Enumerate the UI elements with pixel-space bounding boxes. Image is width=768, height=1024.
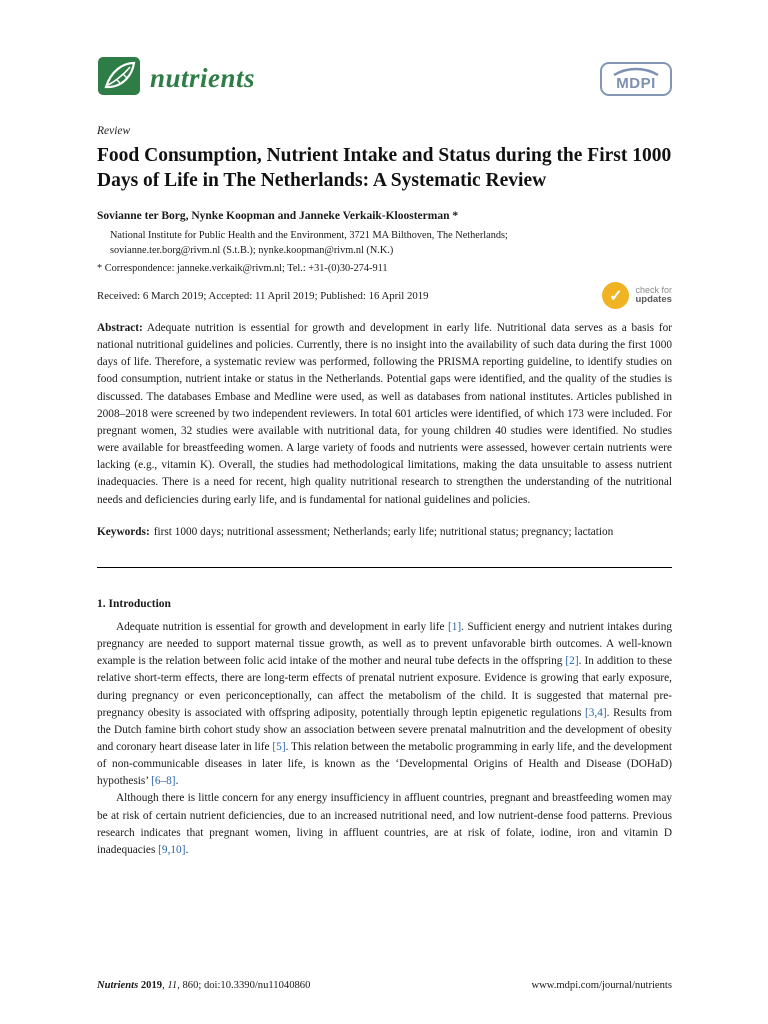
text-segment: Nutrients bbox=[97, 980, 139, 991]
affiliation-line-1: National Institute for Public Health and the Environment, 3721 MA Bilthoven, The Netherlands; bbox=[110, 229, 508, 241]
mdpi-logo[interactable] bbox=[600, 62, 672, 96]
abstract bbox=[97, 320, 672, 509]
text-segment: , 860; doi:10.3390/nu11040860 bbox=[177, 980, 311, 991]
text-segment: . bbox=[175, 775, 179, 788]
text-segment: . This relation between the metabolic programming in early life, and the development of non-communicable diseases in later life, is known as the ‘Developmental Origins of Health and Disease (DOHaD) hypothesis’ bbox=[97, 740, 672, 788]
text-segment: . Sufficient energy and nutrient intakes during pregnancy are needed to support maternal tissue growth, as well as to prevent unfavorable birth outcomes. A well-known example is the relation between folic acid intake of the mother and neural tube defects in the offspring bbox=[97, 620, 672, 668]
text-segment: , bbox=[162, 980, 168, 991]
header-body-divider bbox=[97, 567, 672, 568]
dates-row bbox=[97, 284, 672, 306]
introduction-paragraph-2 bbox=[97, 790, 672, 859]
section-heading-introduction: 1. Introduction bbox=[97, 597, 171, 610]
affiliation bbox=[97, 228, 672, 259]
content-column bbox=[97, 0, 672, 859]
mdpi-wordmark: MDPI bbox=[616, 75, 656, 92]
authors-line: Sovianne ter Borg, Nynke Koopman and Janneke Verkaik-Kloosterman * bbox=[97, 209, 459, 222]
footer-journal-url[interactable]: www.mdpi.com/journal/nutrients bbox=[531, 980, 672, 991]
page-footer bbox=[97, 980, 672, 991]
affiliation-line-2: sovianne.ter.borg@rivm.nl (S.t.B.); nynke.koopman@rivm.nl (N.K.) bbox=[110, 245, 394, 257]
abstract-label: Abstract: bbox=[97, 322, 143, 334]
text-segment: . Results from the Dutch famine birth cohort study show an association between severe prenatal malnutrition and the development of obesity and coronary heart disease later in life bbox=[97, 706, 672, 753]
text-segment: Adequate nutrition is essential for growth and development in early life bbox=[116, 620, 448, 633]
abstract-text: Adequate nutrition is essential for growth and development in early life. Nutritional data serves as a basis for national nutritional guidelines and policies. Currently, there is no insight into the availability of such data during the first 1000 days of life. Therefore, a systematic review was performed, following the PRISMA reporting guideline, to identify studies on food consumption, nutrient intake or status in the Netherlands. Potential gaps were identified, and the quality of the studies is discussed. The databases Embase and Medline were used, as well as databases from national institutes. Articles published in 2008–2018 were screened by two independent reviewers. In total 601 articles were identified, of which 173 were included. For pregnant women, 32 studies were available with nutritional data, for young children 40 studies were identified. No studies were available for breastfeeding women. A large variety of foods and nutrients were assessed, however certain nutrients were lacking (e.g., vitamin K). Overall, the studies had methodological limitations, making the data unsuitable to assess nutrient inadequacies. There is a need for recent, high quality nutritional research to strengthen the understanding of the nutritional needs and deficiencies during early life, and is fundamental for national guidelines and policies. bbox=[97, 322, 672, 506]
text-segment: . bbox=[185, 843, 189, 856]
crossmark-check-icon: ✓ bbox=[602, 282, 629, 309]
nutrients-logo[interactable] bbox=[97, 56, 255, 101]
citation-link[interactable]: [9,10] bbox=[158, 843, 186, 856]
received-accepted-published: Received: 6 March 2019; Accepted: 11 April 2019; Published: 16 April 2019 bbox=[97, 290, 429, 302]
keywords bbox=[97, 524, 672, 541]
article-type-label: Review bbox=[97, 125, 131, 137]
citation-link[interactable]: [5] bbox=[272, 740, 286, 753]
citation-link[interactable]: [2] bbox=[565, 655, 579, 668]
text-segment: . In addition to these relative short-term effects, there are long-term effects of prenatal nutrient exposure. Evidence is growing that early exposure, during pregnancy or even periconceptionally, can affect the metabolism of the child. It is suggested that maternal pre-pregnancy obesity is associated with offspring adiposity, potentially through leptin epigenetic regulations bbox=[97, 655, 672, 719]
introduction-paragraph-1 bbox=[97, 619, 672, 791]
keywords-label: Keywords: bbox=[97, 525, 150, 538]
crossmark-label: check for updates bbox=[635, 284, 672, 306]
page-header bbox=[97, 56, 672, 101]
citation-link[interactable]: [1] bbox=[447, 620, 462, 633]
correspondence-line: * Correspondence: janneke.verkaik@rivm.nl; Tel.: +31-(0)30-274-911 bbox=[97, 262, 388, 274]
keywords-text: first 1000 days; nutritional assessment; Netherlands; early life; nutritional status; pregnancy; lactation bbox=[153, 525, 614, 538]
citation-link[interactable]: [3,4] bbox=[585, 706, 607, 719]
citation-link[interactable]: [6–8] bbox=[151, 775, 176, 788]
footer-citation bbox=[97, 980, 310, 991]
journal-name: nutrients bbox=[150, 63, 256, 93]
article-title: Food Consumption, Nutrient Intake and Status during the First 1000 Days of Life in The Netherlands: A Systematic Review bbox=[97, 145, 672, 192]
text-segment: 11 bbox=[167, 980, 178, 991]
text-segment: 2019 bbox=[140, 980, 163, 991]
text-segment: Although there is little concern for any energy insufficiency in affluent countries, pregnant and breastfeeding women may be at risk of certain nutrient deficiencies, due to an increased nutritional need, and low nutrient-dense food patterns. Previous research indicates that pregnant women, living in affluent countries, are at risk of folate, iodine, iron and vitamin D inadequacies bbox=[97, 792, 672, 856]
nutrients-leaf-icon bbox=[97, 56, 141, 101]
check-for-updates-badge[interactable] bbox=[602, 282, 672, 309]
